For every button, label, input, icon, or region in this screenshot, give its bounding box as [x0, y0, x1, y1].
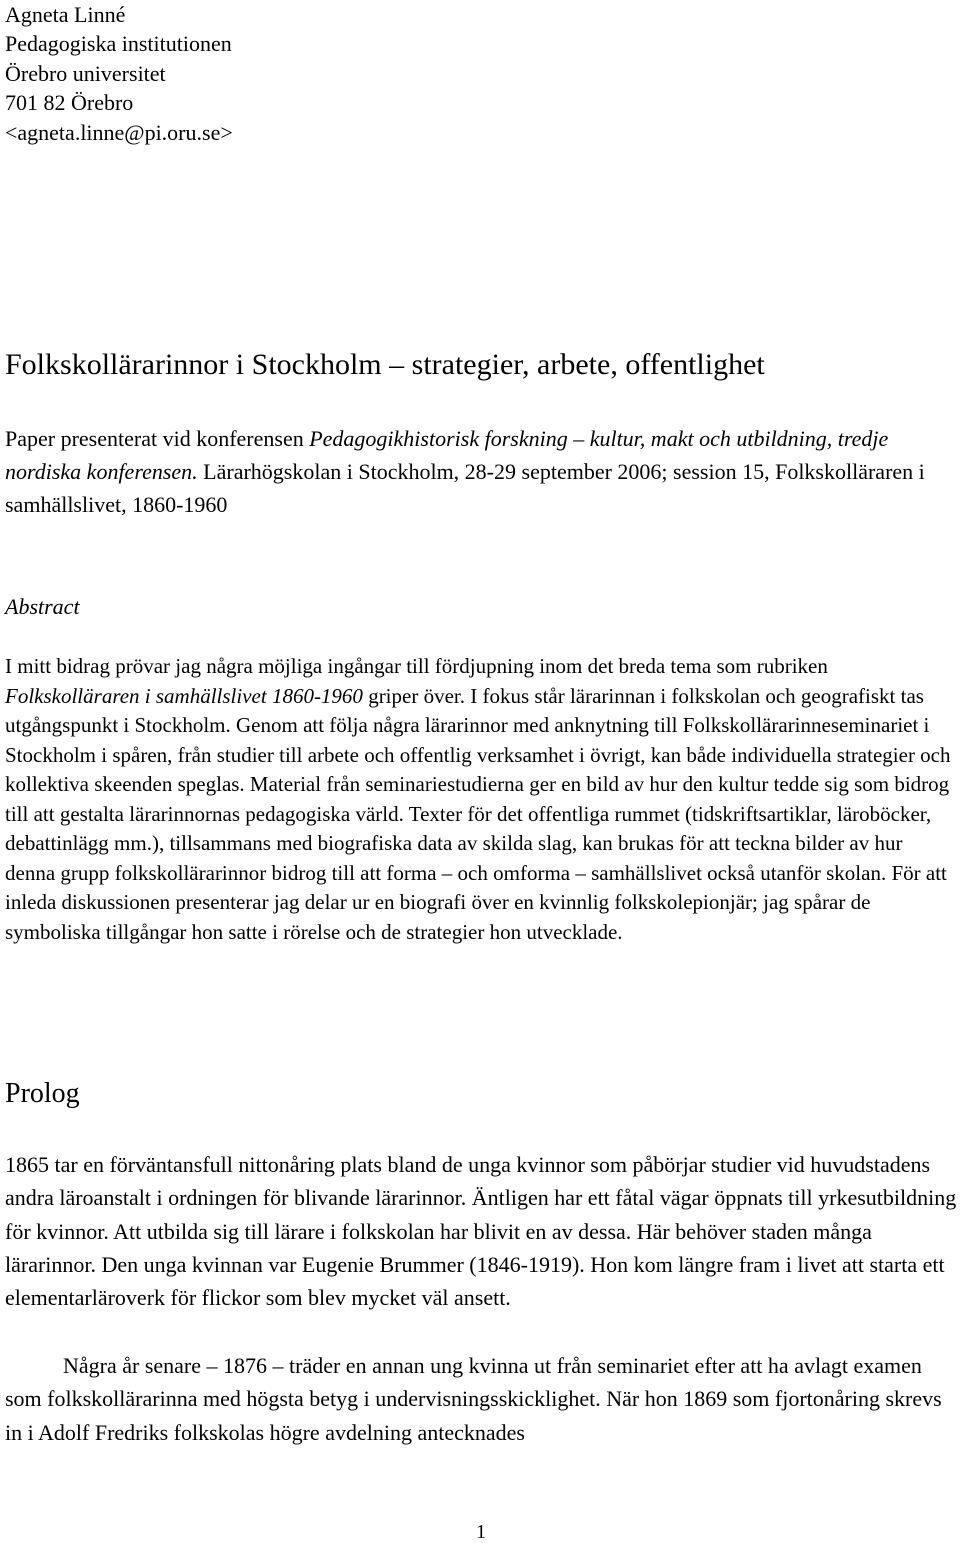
- author-email: <agneta.linne@pi.oru.se>: [5, 119, 233, 145]
- conference-details: Lärarhögskolan i Stockholm, 28-29 september 2006; session 15, Folkskolläraren i samhällslivet, 1860-1960: [5, 459, 925, 517]
- paper-title: Folkskollärarinnor i Stockholm – strategier, arbete, offentlighet: [5, 348, 765, 381]
- abstract-heading: Abstract: [5, 594, 80, 619]
- page-number: 1: [476, 1521, 486, 1543]
- abstract-text: [5, 652, 955, 947]
- conference-intro: Paper presenterat vid konferensen: [5, 426, 310, 451]
- author-university: Örebro universitet: [5, 60, 166, 86]
- abstract-text-part-2: griper över. I fokus står lärarinnan i folkskolan och geografiskt tas utgångspunkt i Stockholm. Genom att följa några lärarinnor med anknytning till Folkskollärarinneseminariet i Stockholm i spåren, från studier till arbete och offentlig verksamhet i övrigt, kan både individuella strategier och kollektiva skeenden speglas. Material från seminariestudierna ger en bild av hur den kultur tedde sig som bidrog till att gestalta lärarinnornas pedagogiska värld. Texter för det offentliga rummet (tidskriftsartiklar, läroböcker, debattinlägg mm.), tillsammans med biografiska data av skilda slag, kan brukas för att teckna bilder av hur denna grupp folkskollärarinnor bidrog till att forma – och omforma – samhällslivet också utanför skolan. För att inleda diskussionen presenterar jag delar ur en biografi över en kvinnlig folkskolepionjär; jag spårar de symboliska tillgångar hon satte i rörelse och de strategier hon utvecklade.: [5, 683, 951, 944]
- author-department: Pedagogiska institutionen: [5, 31, 232, 57]
- prolog-paragraph-1: 1865 tar en förväntansfull nittonåring plats bland de unga kvinnor som påbörjar studier vid huvudstadens andra läroanstalt i ordningen för blivande lärarinnor. Äntligen har ett fåtal vägar öppnats till yrkesutbildning för kvinnor. Att utbilda sig till lärare i folkskolan har blivit en av dessa. Här behöver staden många lärarinnor. Den unga kvinnan var Eugenie Brummer (1846-1919). Hon kom längre fram i livet att starta ett elementarläroverk för flickor som blev mycket väl ansett.: [5, 1152, 957, 1311]
- abstract-rubric: Folkskolläraren i samhällslivet 1860-1960: [5, 683, 363, 708]
- author-block: [5, 0, 233, 147]
- conference-info: [5, 422, 960, 521]
- author-name: Agneta Linné: [5, 2, 126, 27]
- conference-name: Pedagogikhistorisk forskning – kultur, makt och utbildning, tredje nordiska konferensen.: [5, 426, 889, 484]
- prolog-heading: Prolog: [5, 1078, 80, 1109]
- abstract-text-part-1: I mitt bidrag prövar jag några möjliga ingångar till fördjupning inom det breda tema som rubriken: [5, 654, 828, 678]
- prolog-paragraph-2: Några år senare – 1876 – träder en annan ung kvinna ut från seminariet efter att ha avlagt examen som folkskollärarinna med högsta betyg i undervisningsskicklighet. När hon 1869 som fjortonåring skrevs in i Adolf Fredriks folkskolas högre avdelning antecknades: [5, 1353, 942, 1445]
- author-postal-address: 701 82 Örebro: [5, 90, 134, 116]
